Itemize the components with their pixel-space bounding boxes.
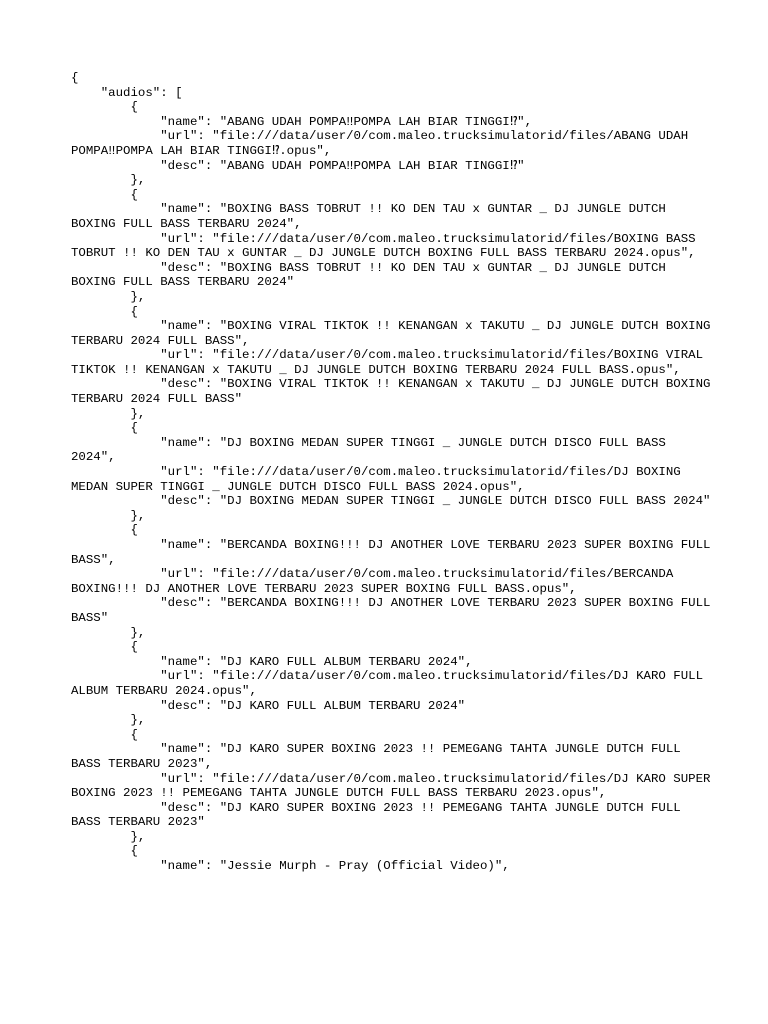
json-text-content: { "audios": [ { "name": "ABANG UDAH POMPA‼POMPA LAH BIAR TINGGI⁉", "url": "file:///data/user/0/com.maleo.trucksimulatorid/files/ABANG UDAH POMPA‼POMPA LAH BIAR TINGGI⁉.opus", "desc": "ABANG UDAH POMPA‼POMPA LAH BIAR TINGGI⁉" }, { "name": "BOXING BASS TOBRUT !! KO DEN TAU x GUNTAR _ DJ JUNGLE DUTCH BOXING FULL BASS TERBARU 2024", "url": "file:///data/user/0/com.maleo.trucksimulatorid/files/BOXING BASS TOBRUT !! KO DEN TAU x GUNTAR _ DJ JUNGLE DUTCH BOXING FULL BASS TERBARU 2024.opus", "desc": "BOXING BASS TOBRUT !! KO DEN TAU x GUNTAR _ DJ JUNGLE DUTCH BOXING FULL BASS TERBARU 2024" }, { "name": "BOXING VIRAL TIKTOK !! KENANGAN x TAKUTU _ DJ JUNGLE DUTCH BOXING TERBARU 2024 FULL BASS", "url": "file:///data/user/0/com.maleo.trucksimulatorid/files/BOXING VIRAL TIKTOK !! KENANGAN x TAKUTU _ DJ JUNGLE DUTCH BOXING TERBARU 2024 FULL BASS.opus", "desc": "BOXING VIRAL TIKTOK !! KENANGAN x TAKUTU _ DJ JUNGLE DUTCH BOXING TERBARU 2024 FULL BASS" }, { "name": "DJ BOXING MEDAN SUPER TINGGI _ JUNGLE DUTCH DISCO FULL BASS 2024", "url": "file:///data/user/0/com.maleo.trucksimulatorid/files/DJ BOXING MEDAN SUPER TINGGI _ JUNGLE DUTCH DISCO FULL BASS 2024.opus", "desc": "DJ BOXING MEDAN SUPER TINGGI _ JUNGLE DUTCH DISCO FULL BASS 2024" }, { "name": "BERCANDA BOXING!!! DJ ANOTHER LOVE TERBARU 2023 SUPER BOXING FULL BASS", "url": "file:///data/user/0/com.maleo.trucksimulatorid/files/BERCANDA BOXING!!! DJ ANOTHER LOVE TERBARU 2023 SUPER BOXING FULL BASS.opus", "desc": "BERCANDA BOXING!!! DJ ANOTHER LOVE TERBARU 2023 SUPER BOXING FULL BASS" }, { "name": "DJ KARO FULL ALBUM TERBARU 2024", "url": "file:///data/user/0/com.maleo.trucksimulatorid/files/DJ KARO FULL ALBUM TERBARU 2024.opus", "desc": "DJ KARO FULL ALBUM TERBARU 2024" }, { "name": "DJ KARO SUPER BOXING 2023 !! PEMEGANG TAHTA JUNGLE DUTCH FULL BASS TERBARU 2023", "url": "file:///data/user/0/com.maleo.trucksimulatorid/files/DJ KARO SUPER BOXING 2023 !! PEMEGANG TAHTA JUNGLE DUTCH FULL BASS TERBARU 2023.opus", "desc": "DJ KARO SUPER BOXING 2023 !! PEMEGANG TAHTA JUNGLE DUTCH FULL BASS TERBARU 2023" }, { "name": "Jessie Murph - Pray (Official Video)", [71,71,711,874]
